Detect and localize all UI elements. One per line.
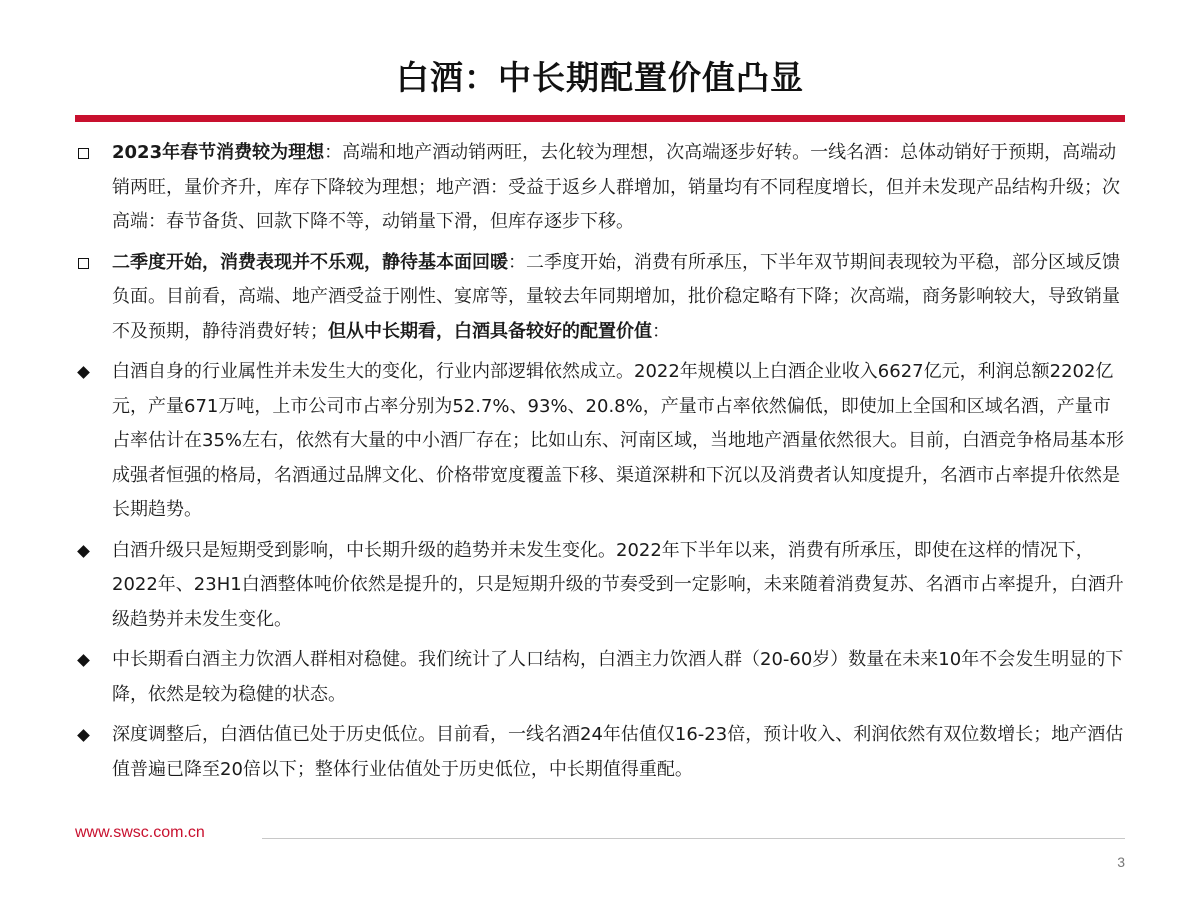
- footer-url: www.swsc.com.cn: [75, 824, 205, 841]
- bullet-text: 白酒自身的行业属性并未发生大的变化，行业内部逻辑依然成立。2022年规模以上白酒企业收入6627亿元，利润总额2202亿元，产量671万吨，上市公司市占率分别为52.7%、93%、20.8%，产量市占率依然偏低，即使加上全国和区域名酒，产量市占率估计在35%左右，依然有大量的中小酒厂存在；比如山东、河南区域，当地地产酒量依然很大。目前，白酒竞争格局基本形成强者恒强的格局，名酒通过品牌文化、价格带宽度覆盖下移、渠道深耕和下沉以及消费者认知度提升，名酒市占率提升依然是长期趋势。: [112, 361, 1125, 520]
- footer-divider: [262, 838, 1125, 839]
- title-divider: [75, 115, 1125, 122]
- bullet-text: 白酒升级只是短期受到影响，中长期升级的趋势并未发生变化。2022年下半年以来，消费有所承压，即使在这样的情况下，2022年、23H1白酒整体吨价依然是提升的，只是短期升级的节奏受到一定影响，未来随着消费复苏、名酒市占率提升，白酒升级趋势并未发生变化。: [112, 539, 1124, 630]
- bullet-text: ：二季度开始，消费有所承压，下半年双节期间表现较为平稳，部分区域反馈负面。目前看，高端、地产酒受益于刚性、宴席等，量较去年同期增加，批价稳定略有下降；次高端，商务影响较大，导致销量不及预期，静待消费好转；: [112, 251, 1120, 342]
- page-title: 白酒：中长期配置价值凸显: [396, 58, 804, 97]
- bullet-item-4: [75, 534, 1125, 638]
- diamond-bullet-icon: [75, 643, 95, 678]
- diamond-bullet-icon: [75, 718, 95, 753]
- bullet-text: 深度调整后，白酒估值已处于历史低位。目前看，一线名酒24年估值仅16-23倍，预计收入、利润依然有双位数增长；地产酒估值普遍已降至20倍以下；整体行业估值处于历史低位，中长期值得重配。: [112, 724, 1124, 780]
- bullet-item-3: [75, 355, 1125, 528]
- bullet-item-5: [75, 643, 1125, 712]
- bullet-item-6: [75, 718, 1125, 787]
- page-number: 3: [1117, 854, 1125, 870]
- bullet-item-2: [75, 246, 1125, 350]
- diamond-bullet-icon: [75, 534, 95, 569]
- bullet-heading: 二季度开始，消费表现并不乐观，静待基本面回暖: [112, 251, 508, 273]
- square-bullet-icon: [75, 136, 95, 171]
- bullet-heading: 2023年春节消费较为理想: [112, 142, 325, 163]
- bullet-text: ：高端和地产酒动销两旺，去化较为理想，次高端逐步好转。一线名酒：总体动销好于预期，高端动销两旺，量价齐升，库存下降较为理想；地产酒：受益于返乡人群增加，销量均有不同程度增长，但并未发现产品结构升级；次高端：春节备货、回款下降不等，动销量下滑，但库存逐步下移。: [112, 142, 1120, 232]
- bullet-list: [75, 136, 1125, 793]
- bullet-emphasis: 但从中长期看，白酒具备较好的配置价值: [328, 320, 652, 342]
- bullet-text: 中长期看白酒主力饮酒人群相对稳健。我们统计了人口结构，白酒主力饮酒人群（20-60岁）数量在未来10年不会发生明显的下降，依然是较为稳健的状态。: [112, 649, 1124, 705]
- bullet-text-tail: ：: [652, 320, 670, 342]
- square-bullet-icon: [75, 246, 95, 281]
- diamond-bullet-icon: [75, 355, 95, 390]
- bullet-item-1: [75, 136, 1125, 240]
